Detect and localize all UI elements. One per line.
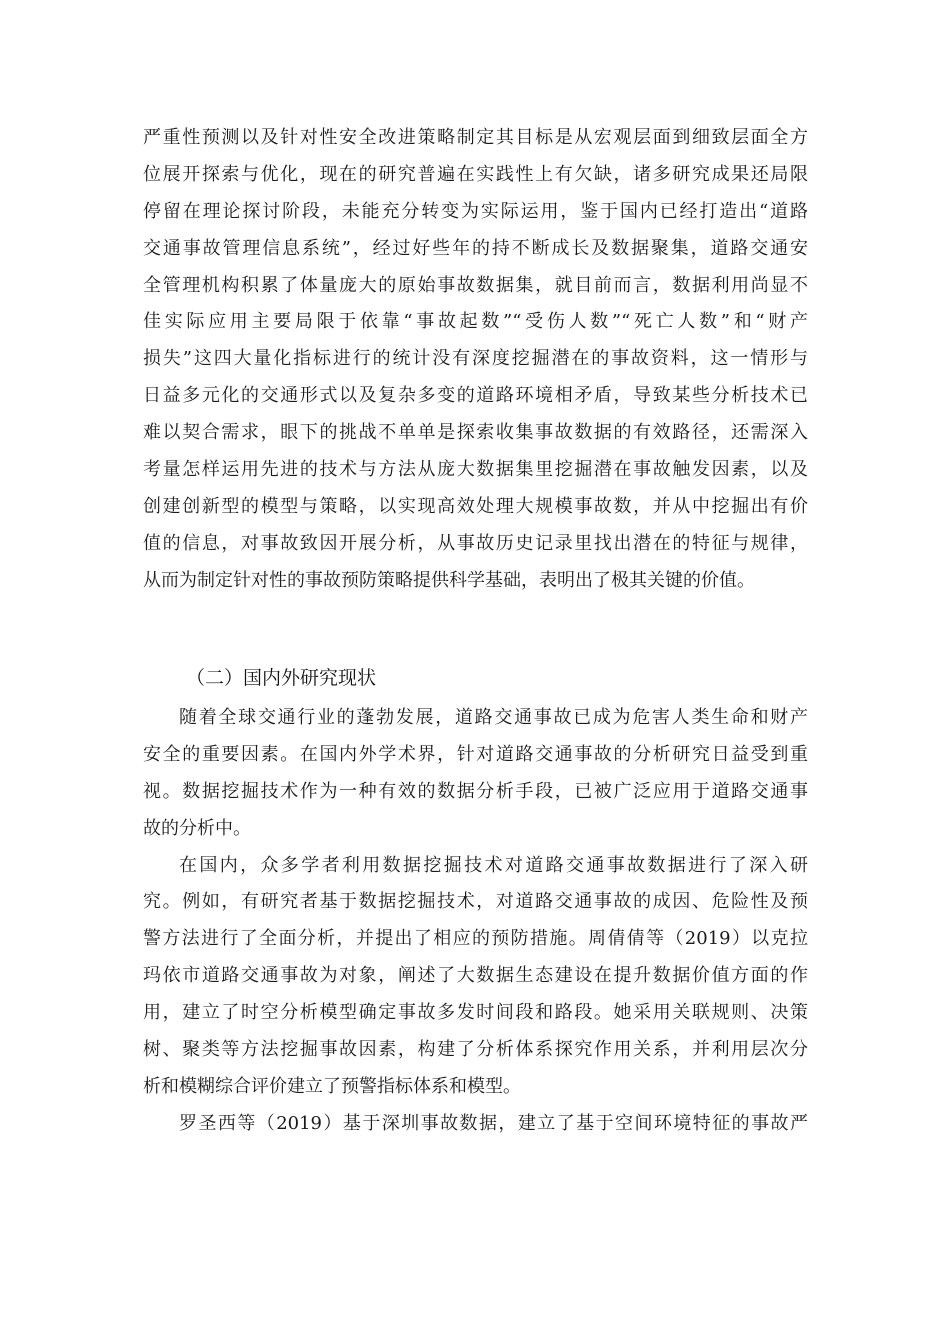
text-line: 交通事故管理信息系统”，经过好些年的持不断成长及数据聚集，道路交通安 [143,237,808,259]
text-line: 从而为制定针对性的事故预防策略提供科学基础，表明出了极其关键的价值。 [143,569,755,591]
text-line: 停留在理论探讨阶段，未能充分转变为实际运用，鉴于国内已经打造出“道路 [143,200,808,222]
text-line: 安全的重要因素。在国内外学术界，针对道路交通事故的分析研究日益受到重 [143,743,808,765]
paragraph-research-status [143,700,808,1143]
text-line: 日益多元化的交通形式以及复杂多变的道路环境相矛盾，导致某些分析技术已 [143,385,808,407]
text-line: 在国内，众多学者利用数据挖掘技术对道路交通事故数据进行了深入研 [179,854,808,876]
section-heading: （二）国内外研究现状 [186,667,377,689]
text-line: 佳实际应用主要局限于依靠“事故起数”“受伤人数”“死亡人数”和“财产 [143,311,808,333]
text-line: 随着全球交通行业的蓬勃发展，道路交通事故已成为危害人类生命和财产 [179,707,808,728]
text-line: 警方法进行了全面分析，并提出了相应的预防措施。周倩倩等（2019）以克拉 [143,928,808,950]
text-line: 考量怎样运用先进的技术与方法从庞大数据集里挖掘潜在事故触发因素，以及 [143,459,808,481]
text-line: 创建创新型的模型与策略，以实现高效处理大规模事故数，并从中挖掘出有价 [143,495,808,517]
text-line: 视。数据挖掘技术作为一种有效的数据分析手段，已被广泛应用于道路交通事 [143,780,808,802]
text-line: 严重性预测以及针对性安全改进策略制定其目标是从宏观层面到细致层面全方 [143,127,808,148]
text-line: 析和模糊综合评价建立了预警指标体系和模型。 [143,1075,521,1097]
text-line: 位展开探索与优化，现在的研究普遍在实践性上有欠缺，诸多研究成果还局限 [143,163,808,185]
paragraph-continuation [143,120,808,600]
text-line: 难以契合需求，眼下的挑战不单单是探索收集事故数据的有效路径，还需深入 [143,422,808,444]
text-line: 玛依市道路交通事故为对象，阐述了大数据生态建设在提升数据价值方面的作 [143,965,808,987]
text-line: 罗圣西等（2019）基于深圳事故数据，建立了基于空间环境特征的事故严 [179,1112,808,1134]
text-line: 究。例如，有研究者基于数据挖掘技术，对道路交通事故的成因、危险性及预 [143,891,808,913]
text-line: 损失”这四大量化指标进行的统计没有深度挖掘潜在的事故资料，这一情形与 [143,348,808,370]
text-line: 值的信息，对事故致因开展分析，从事故历史记录里找出潜在的特征与规律， [143,532,808,554]
text-line: 全管理机构积累了体量庞大的原始事故数据集，就目前而言，数据利用尚显不 [143,274,808,296]
text-line: 用，建立了时空分析模型确定事故多发时间段和路段。她采用关联规则、决策 [143,1002,808,1024]
text-line: 故的分析中。 [143,817,251,839]
text-line: 树、聚类等方法挖掘事故因素，构建了分析体系探究作用关系，并利用层次分 [143,1039,808,1061]
